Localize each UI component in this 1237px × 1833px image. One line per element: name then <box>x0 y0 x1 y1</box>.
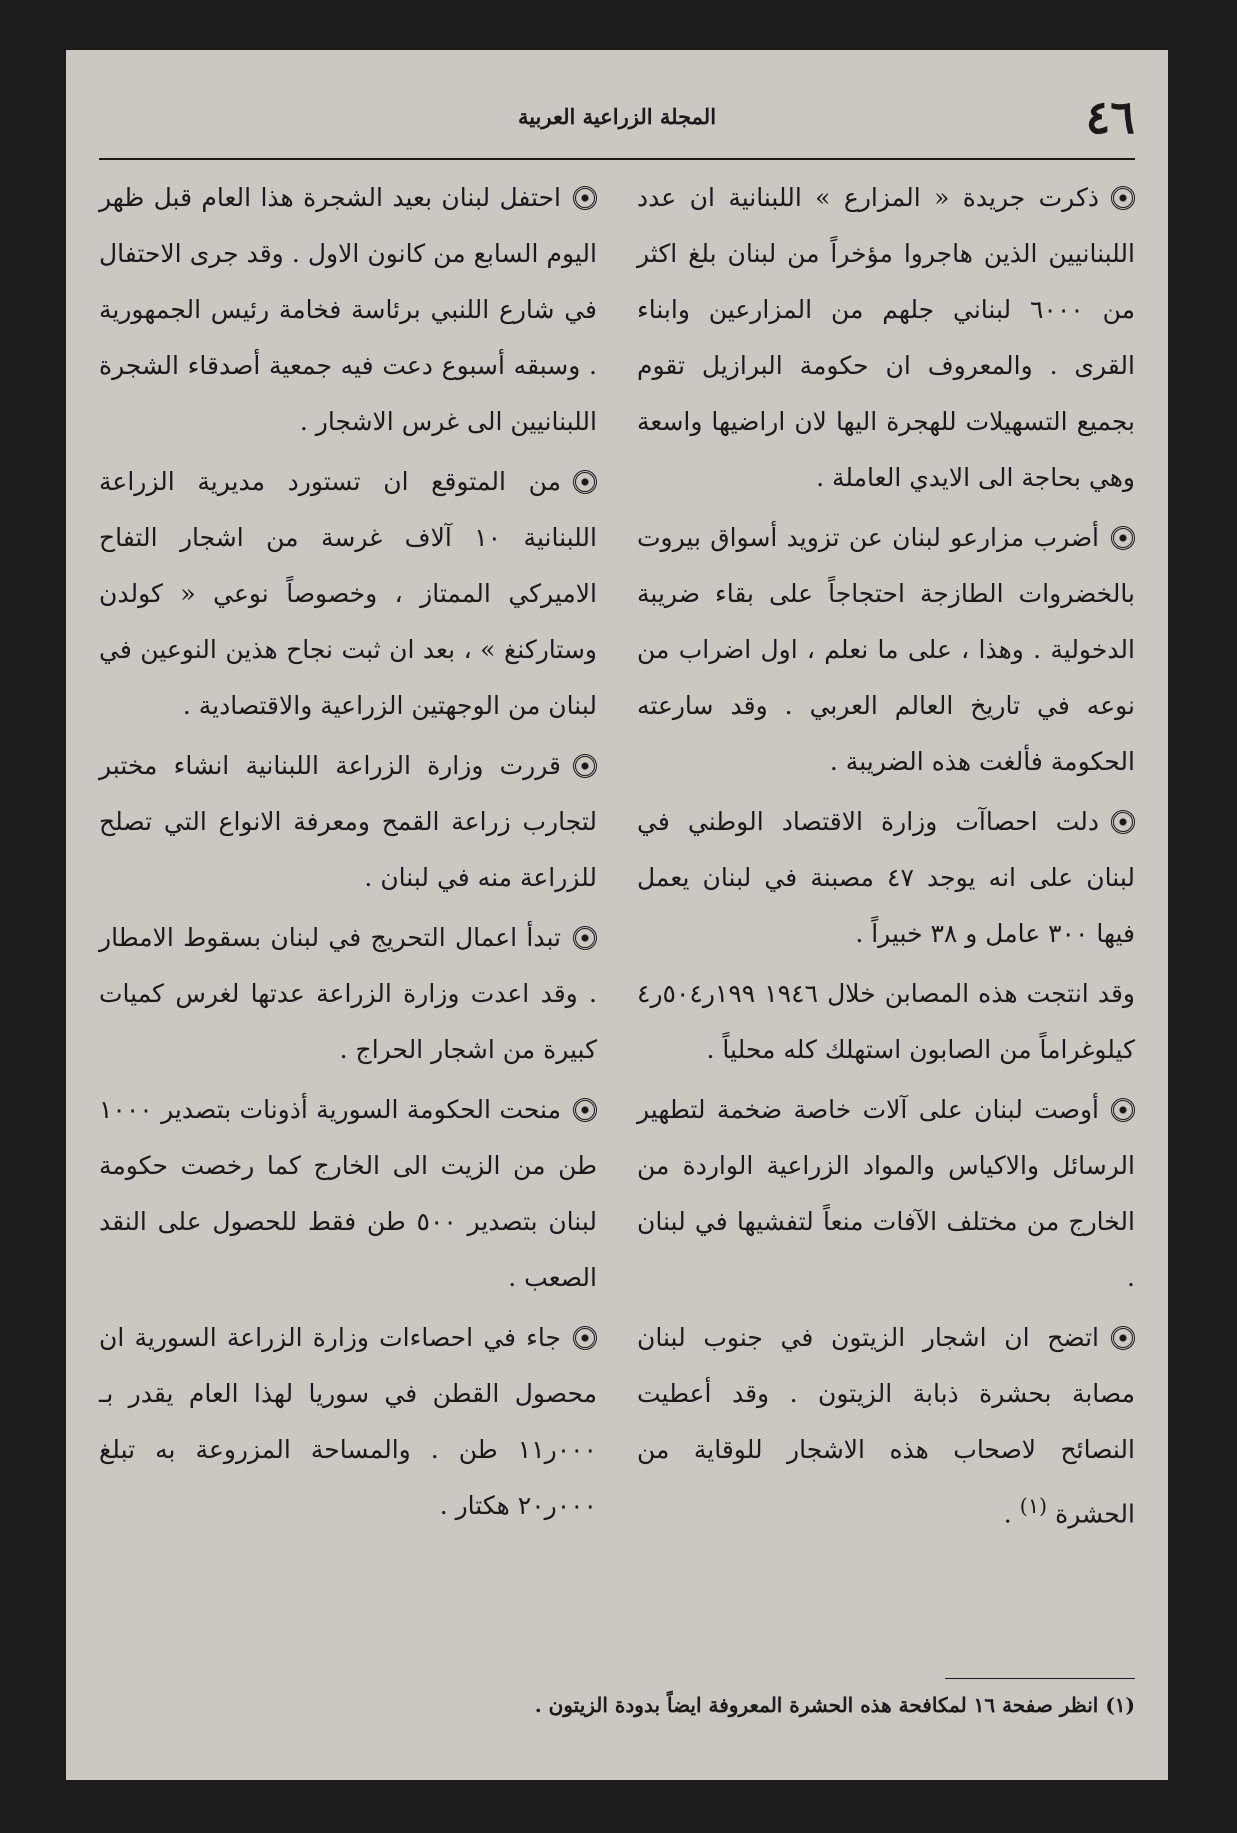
running-title: المجلة الزراعية العربية <box>517 104 717 129</box>
news-item: اتضح ان اشجار الزيتون في جنوب لبنان مصابة بحشرة ذبابة الزيتون . وقد أعطيت النصائح لاصحاب هذه الاشجار للوقاية من الحشرة $^{(١)}$ . <box>637 1323 1135 1529</box>
footnote <box>99 1688 1135 1722</box>
news-item <box>637 170 1135 506</box>
rosette-ornament-icon <box>1111 186 1135 210</box>
rosette-ornament-icon <box>573 926 597 950</box>
footnote-rule <box>945 1678 1135 1679</box>
news-item <box>99 738 597 906</box>
rosette-ornament-icon <box>1111 810 1135 834</box>
rosette-ornament-icon <box>1111 526 1135 550</box>
rosette-ornament-icon <box>573 470 597 494</box>
news-item-text: جاء في احصاءات وزارة الزراعة السورية ان محصول القطن في سوريا لهذا العام يقدر بـ ٠٠٠ر١١ طن . والمساحة المزروعة به تبلغ ٠٠٠ر٢٠ هكتار . <box>99 1323 597 1520</box>
magazine-page <box>66 50 1168 1780</box>
rosette-ornament-icon <box>573 754 597 778</box>
news-item <box>99 910 597 1078</box>
news-item <box>637 794 1135 962</box>
news-item-text: منحت الحكومة السورية أذونات بتصدير ١٠٠٠ طن من الزيت الى الخارج كما رخصت حكومة لبنان بتصدير ٥٠٠ طن فقط للحصول على النقد الصعب . <box>99 1095 597 1292</box>
footnote-reference: (١) <box>1019 1494 1048 1518</box>
rosette-ornament-icon <box>573 186 597 210</box>
news-item-text: وقد انتجت هذه المصابن خلال ١٩٤٦ ١٩٩ر٥٠٤ر٤ كيلوغراماً من الصابون استهلك كله محلياً . <box>637 979 1135 1064</box>
news-item-text: تبدأ اعمال التحريج في لبنان بسقوط الامطار . وقد اعدت وزارة الزراعة عدتها لغرس كميات كبيرة من اشجار الحراج . <box>99 923 597 1064</box>
news-item-text: اتضح ان اشجار الزيتون في جنوب لبنان مصابة بحشرة ذبابة الزيتون . وقد أعطيت النصائح لاصحاب هذه الاشجار للوقاية من الحشرة <box>637 1323 1135 1529</box>
page-header <box>99 90 1135 144</box>
news-item-text: دلت احصاآت وزارة الاقتصاد الوطني في لبنان على انه يوجد ٤٧ مصبنة في لبنان يعمل فيها ٣٠٠ عامل و ٣٨ خبيراً . <box>637 807 1135 948</box>
news-item-text: ذكرت جريدة « المزارع » اللبنانية ان عدد اللبنانيين الذين هاجروا مؤخراً من لبنان بلغ اكثر من ٦٠٠٠ لبناني جلهم من المزارعين وابناء القرى . والمعروف ان حكومة البرازيل تقوم بجميع التسهيلات للهجرة اليها لان اراضيها واسعة وهي بحاجة الى الايدي العاملة . <box>637 183 1135 492</box>
left-column <box>99 170 597 1538</box>
news-item <box>99 1310 597 1534</box>
rosette-ornament-icon <box>1111 1098 1135 1122</box>
header-rule <box>99 158 1135 160</box>
footnote-marker: (١) <box>1105 1693 1135 1717</box>
news-item-text: أوصت لبنان على آلات خاصة ضخمة لتطهير الرسائل والاكياس والمواد الزراعية الواردة من الخارج من مختلف الآفات منعاً لتفشيها في لبنان . <box>637 1095 1135 1292</box>
rosette-ornament-icon <box>573 1098 597 1122</box>
news-item <box>99 454 597 734</box>
news-item-text: قررت وزارة الزراعة اللبنانية انشاء مختبر لتجارب زراعة القمح ومعرفة الانواع التي تصلح للزراعة منه في لبنان . <box>99 751 597 892</box>
right-column <box>637 170 1135 1546</box>
news-item-text: من المتوقع ان تستورد مديرية الزراعة اللبنانية ١٠ آلاف غرسة من اشجار التفاح الاميركي الممتاز ، وخصوصاً نوعي « كولدن وستاركنغ » ، بعد ان ثبت نجاح هذين النوعين في لبنان من الوجهتين الزراعية والاقتصادية . <box>99 467 597 720</box>
news-item-text: أضرب مزارعو لبنان عن تزويد أسواق بيروت بالخضروات الطازجة احتجاجاً على بقاء ضريبة الدخولية . وهذا ، على ما نعلم ، اول اضراب من نوعه في تاريخ العالم العربي . وقد سارعته الحكومة فألغت هذه الضريبة . <box>637 523 1135 776</box>
news-item <box>99 1082 597 1306</box>
news-item <box>99 170 597 450</box>
news-item <box>637 510 1135 790</box>
footnote-text: انظر صفحة ١٦ لمكافحة هذه الحشرة المعروفة ايضاً بدودة الزيتون . <box>534 1693 1099 1717</box>
news-item-continuation <box>637 966 1135 1078</box>
rosette-ornament-icon <box>1111 1326 1135 1350</box>
rosette-ornament-icon <box>573 1326 597 1350</box>
page-number: ٤٦ <box>1085 90 1135 144</box>
news-item-text: احتفل لبنان بعيد الشجرة هذا العام قبل ظهر اليوم السابع من كانون الاول . وقد جرى الاحتفال في شارع اللنبي برئاسة فخامة رئيس الجمهورية . وسبقه أسبوع دعت فيه جمعية أصدقاء الشجرة اللبنانيين الى غرس الاشجار . <box>99 183 597 436</box>
news-item <box>637 1082 1135 1306</box>
